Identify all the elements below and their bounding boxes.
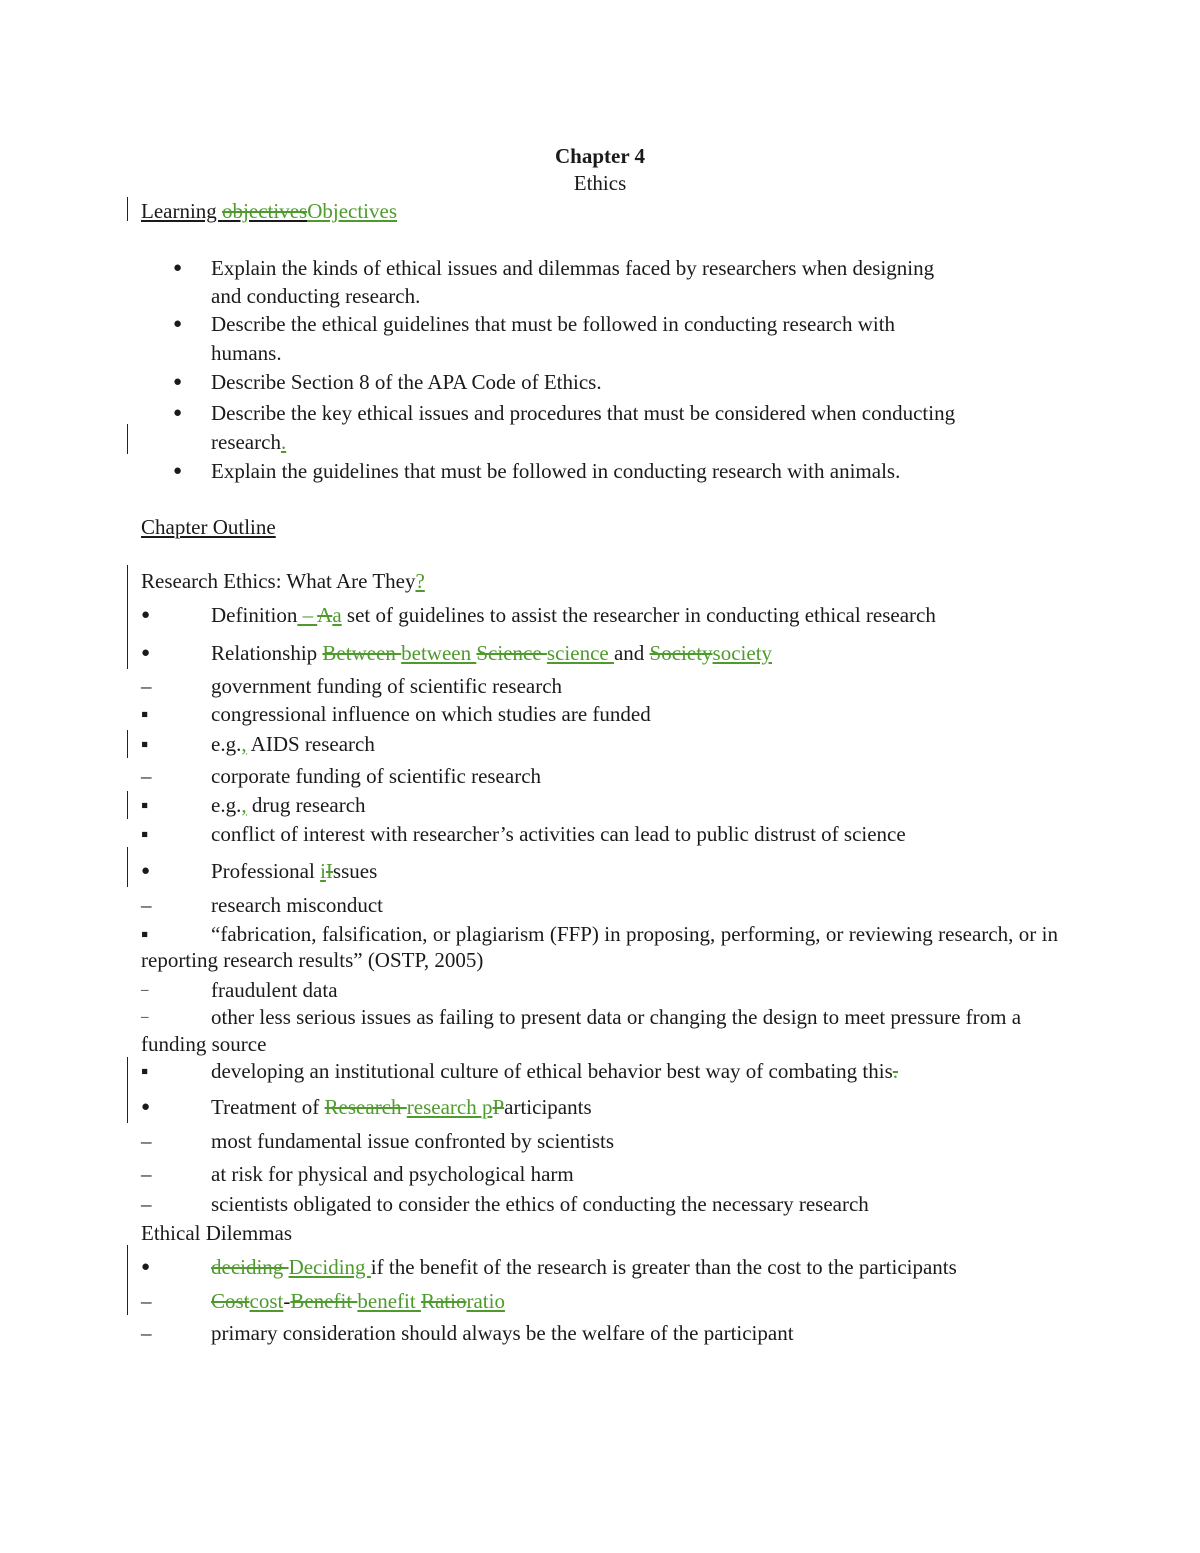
change-bar xyxy=(127,1057,128,1123)
outline-item-treatment: Treatment of Research research pParticipants xyxy=(211,1095,592,1119)
dash-icon: – xyxy=(141,1192,152,1216)
outline-item-relationship: Relationship Between between Science science and Societysociety xyxy=(211,641,773,665)
list-item-continuation: humans. xyxy=(211,341,282,365)
list-item: Describe the key ethical issues and procedures that must be considered when conducting xyxy=(211,401,956,425)
list-item-continuation: and conducting research. xyxy=(211,284,421,308)
square-bullet-icon: ▪ xyxy=(141,1059,149,1083)
dash-icon: – xyxy=(141,1009,149,1025)
list-item-continuation: research. xyxy=(211,430,287,454)
bullet-icon: ● xyxy=(173,374,183,390)
change-bar xyxy=(127,791,128,819)
dash-icon: – xyxy=(141,674,152,698)
bullet-icon: ● xyxy=(141,645,151,661)
change-bar xyxy=(127,1245,128,1315)
page-title: Chapter 4 xyxy=(554,144,646,168)
page-subtitle: Ethics xyxy=(573,171,627,195)
dash-icon: – xyxy=(141,764,152,788)
outline-item: scientists obligated to consider the ethics of conducting the necessary research xyxy=(211,1192,869,1216)
square-bullet-icon: ▪ xyxy=(141,922,149,946)
outline-item: e.g., drug research xyxy=(211,793,366,817)
list-item: Explain the guidelines that must be followed in conducting research with animals. xyxy=(211,459,901,483)
outline-item: congressional influence on which studies are funded xyxy=(211,702,651,726)
outline-item: conflict of interest with researcher’s activities can lead to public distrust of science xyxy=(211,822,906,846)
outline-item: developing an institutional culture of ethical behavior best way of combating this. xyxy=(211,1059,898,1083)
list-item: Explain the kinds of ethical issues and dilemmas faced by researchers when designing xyxy=(211,256,935,280)
dash-icon: – xyxy=(141,982,149,998)
outline-item: research misconduct xyxy=(211,893,384,917)
bullet-icon: ● xyxy=(173,316,183,332)
outline-item: primary consideration should always be the welfare of the participant xyxy=(211,1321,794,1345)
dash-icon: – xyxy=(141,893,152,917)
list-item: Describe Section 8 of the APA Code of Ethics. xyxy=(211,370,602,394)
bullet-icon: ● xyxy=(173,463,183,479)
square-bullet-icon: ▪ xyxy=(141,732,149,756)
change-bar xyxy=(127,565,128,669)
change-bar xyxy=(127,197,128,221)
outline-item: government funding of scientific research xyxy=(211,674,563,698)
outline-item: most fundamental issue confronted by scientists xyxy=(211,1129,615,1153)
square-bullet-icon: ▪ xyxy=(141,793,149,817)
bullet-icon: ● xyxy=(141,607,151,623)
change-bar xyxy=(127,424,128,454)
dash-icon: – xyxy=(141,1129,152,1153)
outline-item: at risk for physical and psychological harm xyxy=(211,1162,574,1186)
outline-heading: Chapter Outline xyxy=(141,515,276,539)
bullet-icon: ● xyxy=(141,1259,151,1275)
outline-item-ratio: Costcost-Benefit benefit Ratioratio xyxy=(211,1289,505,1313)
outline-item: fraudulent data xyxy=(211,978,338,1002)
outline-item-less-serious: other less serious issues as failing to present data or changing the design to meet pressure from a funding source xyxy=(141,1005,1022,1056)
outline-section-heading: Research Ethics: What Are They? xyxy=(141,569,425,593)
change-bar xyxy=(127,730,128,758)
outline-item-definition: Definition – Aa set of guidelines to assist the researcher in conducting ethical research xyxy=(211,603,936,627)
list-item: Describe the ethical guidelines that must be followed in conducting research with xyxy=(211,312,896,336)
bullet-icon: ● xyxy=(173,405,183,421)
dash-icon: – xyxy=(141,1162,152,1186)
dash-icon: – xyxy=(141,1289,152,1313)
outline-section-heading: Ethical Dilemmas xyxy=(141,1221,293,1245)
change-bar xyxy=(127,847,128,887)
objectives-heading: Learning objectivesObjectives xyxy=(141,199,397,223)
bullet-icon: ● xyxy=(141,863,151,879)
outline-item: corporate funding of scientific research xyxy=(211,764,542,788)
bullet-icon: ● xyxy=(173,260,183,276)
outline-item-deciding: deciding Deciding if the benefit of the research is greater than the cost to the participants xyxy=(211,1255,957,1279)
outline-item-professional: Professional iIssues xyxy=(211,859,378,883)
bullet-icon: ● xyxy=(141,1099,151,1115)
outline-item-ffp: “fabrication, falsification, or plagiarism (FFP) in proposing, performing, or reviewing research, or in reporting research results” (OSTP, 2005) xyxy=(141,922,1058,972)
square-bullet-icon: ▪ xyxy=(141,702,149,726)
square-bullet-icon: ▪ xyxy=(141,822,149,846)
outline-item: e.g., AIDS research xyxy=(211,732,375,756)
dash-icon: – xyxy=(141,1321,152,1345)
